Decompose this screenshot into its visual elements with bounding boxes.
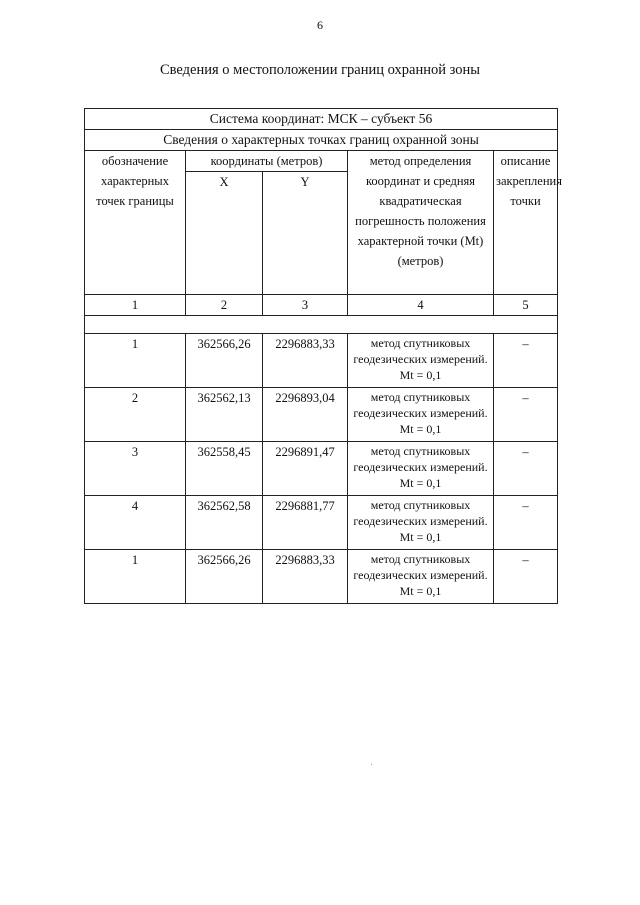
header-point-designation: обозначение характерных точек границы xyxy=(85,151,186,295)
x-cell: 362558,45 xyxy=(186,442,263,496)
header-y: Y xyxy=(263,172,348,295)
y-cell: 2296883,33 xyxy=(263,550,348,604)
method-cell: метод спутниковых геодезических измерений. Mt = 0,1 xyxy=(348,550,494,604)
table-row xyxy=(85,388,558,442)
fixing-cell: – xyxy=(494,496,558,550)
method-cell: метод спутниковых геодезических измерений. Mt = 0,1 xyxy=(348,334,494,388)
table-row xyxy=(85,496,558,550)
column-number: 3 xyxy=(263,295,348,316)
page-number: 6 xyxy=(317,18,323,32)
table-subtitle-cell: Сведения о характерных точках границ охранной зоны xyxy=(85,130,558,151)
point-cell: 4 xyxy=(85,496,186,550)
x-cell: 362562,13 xyxy=(186,388,263,442)
table-row xyxy=(85,550,558,604)
point-cell: 2 xyxy=(85,388,186,442)
table-row xyxy=(85,334,558,388)
point-cell: 3 xyxy=(85,442,186,496)
column-number: 4 xyxy=(348,295,494,316)
header-coordinates: координаты (метров) xyxy=(186,151,348,172)
coordinate-system-cell: Система координат: МСК – субъект 56 xyxy=(85,109,558,130)
header-method: метод определения координат и средняя квадратическая погрешность положения характерной точки (Mt) (метров) xyxy=(348,151,494,295)
column-numbers-row xyxy=(85,295,558,316)
table-subtitle-row xyxy=(85,130,558,151)
fixing-cell: – xyxy=(494,334,558,388)
boundary-points-table xyxy=(84,108,562,604)
column-number: 5 xyxy=(494,295,558,316)
point-cell: 1 xyxy=(85,334,186,388)
x-cell: 362566,26 xyxy=(186,334,263,388)
header-x: X xyxy=(186,172,263,295)
method-cell: метод спутниковых геодезических измерений. Mt = 0,1 xyxy=(348,496,494,550)
header-row xyxy=(85,151,558,172)
empty-cell xyxy=(85,316,558,334)
coordinate-system-row xyxy=(85,109,558,130)
table-row xyxy=(85,442,558,496)
fixing-cell: – xyxy=(494,442,558,496)
header-fixing: описание закрепления точки xyxy=(494,151,558,295)
fixing-cell: – xyxy=(494,550,558,604)
scan-speck xyxy=(371,764,372,765)
column-number: 1 xyxy=(85,295,186,316)
y-cell: 2296893,04 xyxy=(263,388,348,442)
document-title: Сведения о местоположении границ охранной зоны xyxy=(159,62,480,78)
x-cell: 362562,58 xyxy=(186,496,263,550)
empty-row xyxy=(85,316,558,334)
column-number: 2 xyxy=(186,295,263,316)
method-cell: метод спутниковых геодезических измерений. Mt = 0,1 xyxy=(348,442,494,496)
method-cell: метод спутниковых геодезических измерений. Mt = 0,1 xyxy=(348,388,494,442)
y-cell: 2296883,33 xyxy=(263,334,348,388)
y-cell: 2296881,77 xyxy=(263,496,348,550)
y-cell: 2296891,47 xyxy=(263,442,348,496)
x-cell: 362566,26 xyxy=(186,550,263,604)
point-cell: 1 xyxy=(85,550,186,604)
fixing-cell: – xyxy=(494,388,558,442)
